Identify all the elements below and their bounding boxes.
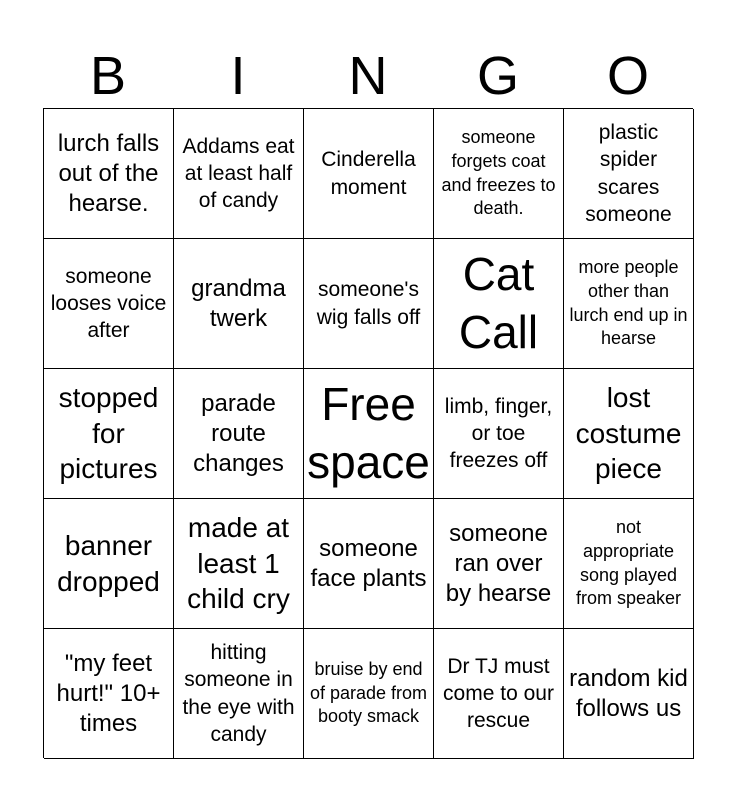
cell-text: random kid follows us: [569, 664, 688, 722]
cell-text: Addams eat at least half of candy: [182, 134, 295, 213]
cell-text: plastic spider scares someone: [585, 120, 672, 226]
cell-text: not appropriate song played from speaker: [575, 516, 682, 609]
bingo-cell-r3c5[interactable]: [564, 369, 694, 499]
bingo-cell-r3c3-free-space[interactable]: [304, 369, 434, 499]
cell-text: bruise by end of parade from booty smack: [309, 658, 428, 727]
cell-text: lost costume piece: [575, 381, 682, 485]
bingo-cell-r1c1[interactable]: [44, 109, 174, 239]
bingo-cell-r4c4[interactable]: [434, 499, 564, 629]
bingo-cell-r5c1[interactable]: [44, 629, 174, 759]
bingo-cell-r4c3[interactable]: [304, 499, 434, 629]
bingo-cell-r5c4[interactable]: [434, 629, 564, 759]
cell-text: someone forgets coat and freezes to death.: [441, 126, 556, 219]
bingo-cell-r5c2[interactable]: [174, 629, 304, 759]
cell-text: someone looses voice after: [50, 264, 167, 343]
header-letter-o: O: [606, 46, 649, 106]
bingo-cell-r4c2[interactable]: [174, 499, 304, 629]
cell-text: someone's wig falls off: [316, 278, 421, 329]
cell-text: banner dropped: [57, 529, 160, 597]
cell-text: hitting someone in the eye with candy: [182, 640, 295, 746]
cell-text: someone ran over by hearse: [445, 519, 552, 607]
bingo-cell-r2c5[interactable]: [564, 239, 694, 369]
bingo-cell-r5c5[interactable]: [564, 629, 694, 759]
cell-text: Cinderella moment: [321, 148, 416, 199]
header-letter-n: N: [348, 46, 388, 106]
bingo-header: [43, 40, 693, 108]
header-letter-g: G: [476, 46, 519, 106]
bingo-cell-r3c4[interactable]: [434, 369, 564, 499]
bingo-cell-r1c3[interactable]: [304, 109, 434, 239]
cell-text: "my feet hurt!" 10+ times: [56, 649, 161, 737]
bingo-cell-r1c4[interactable]: [434, 109, 564, 239]
bingo-cell-r1c5[interactable]: [564, 109, 694, 239]
bingo-cell-r3c1[interactable]: [44, 369, 174, 499]
cell-text: Free space: [307, 378, 430, 488]
cell-text: more people other than lurch end up in hearse: [569, 256, 688, 349]
cell-text: stopped for pictures: [58, 381, 159, 485]
bingo-cell-r2c3[interactable]: [304, 239, 434, 369]
header-letter-b: B: [89, 46, 127, 106]
cell-text: parade route changes: [193, 389, 284, 477]
bingo-cell-r2c1[interactable]: [44, 239, 174, 369]
cell-text: made at least 1 child cry: [187, 511, 290, 615]
cell-text: Cat Call: [458, 248, 539, 358]
bingo-cell-r2c4[interactable]: [434, 239, 564, 369]
cell-text: someone face plants: [310, 534, 427, 592]
bingo-cell-r5c3[interactable]: [304, 629, 434, 759]
bingo-cell-r4c5[interactable]: [564, 499, 694, 629]
header-letter-i: I: [230, 46, 246, 106]
cell-text: lurch falls out of the hearse.: [57, 129, 160, 217]
bingo-board: [43, 108, 693, 758]
bingo-cell-r4c1[interactable]: [44, 499, 174, 629]
bingo-cell-r2c2[interactable]: [174, 239, 304, 369]
cell-text: limb, finger, or toe freezes off: [444, 394, 553, 473]
cell-text: grandma twerk: [191, 274, 286, 332]
cell-text: Dr TJ must come to our rescue: [443, 654, 554, 733]
bingo-cell-r1c2[interactable]: [174, 109, 304, 239]
bingo-cell-r3c2[interactable]: [174, 369, 304, 499]
